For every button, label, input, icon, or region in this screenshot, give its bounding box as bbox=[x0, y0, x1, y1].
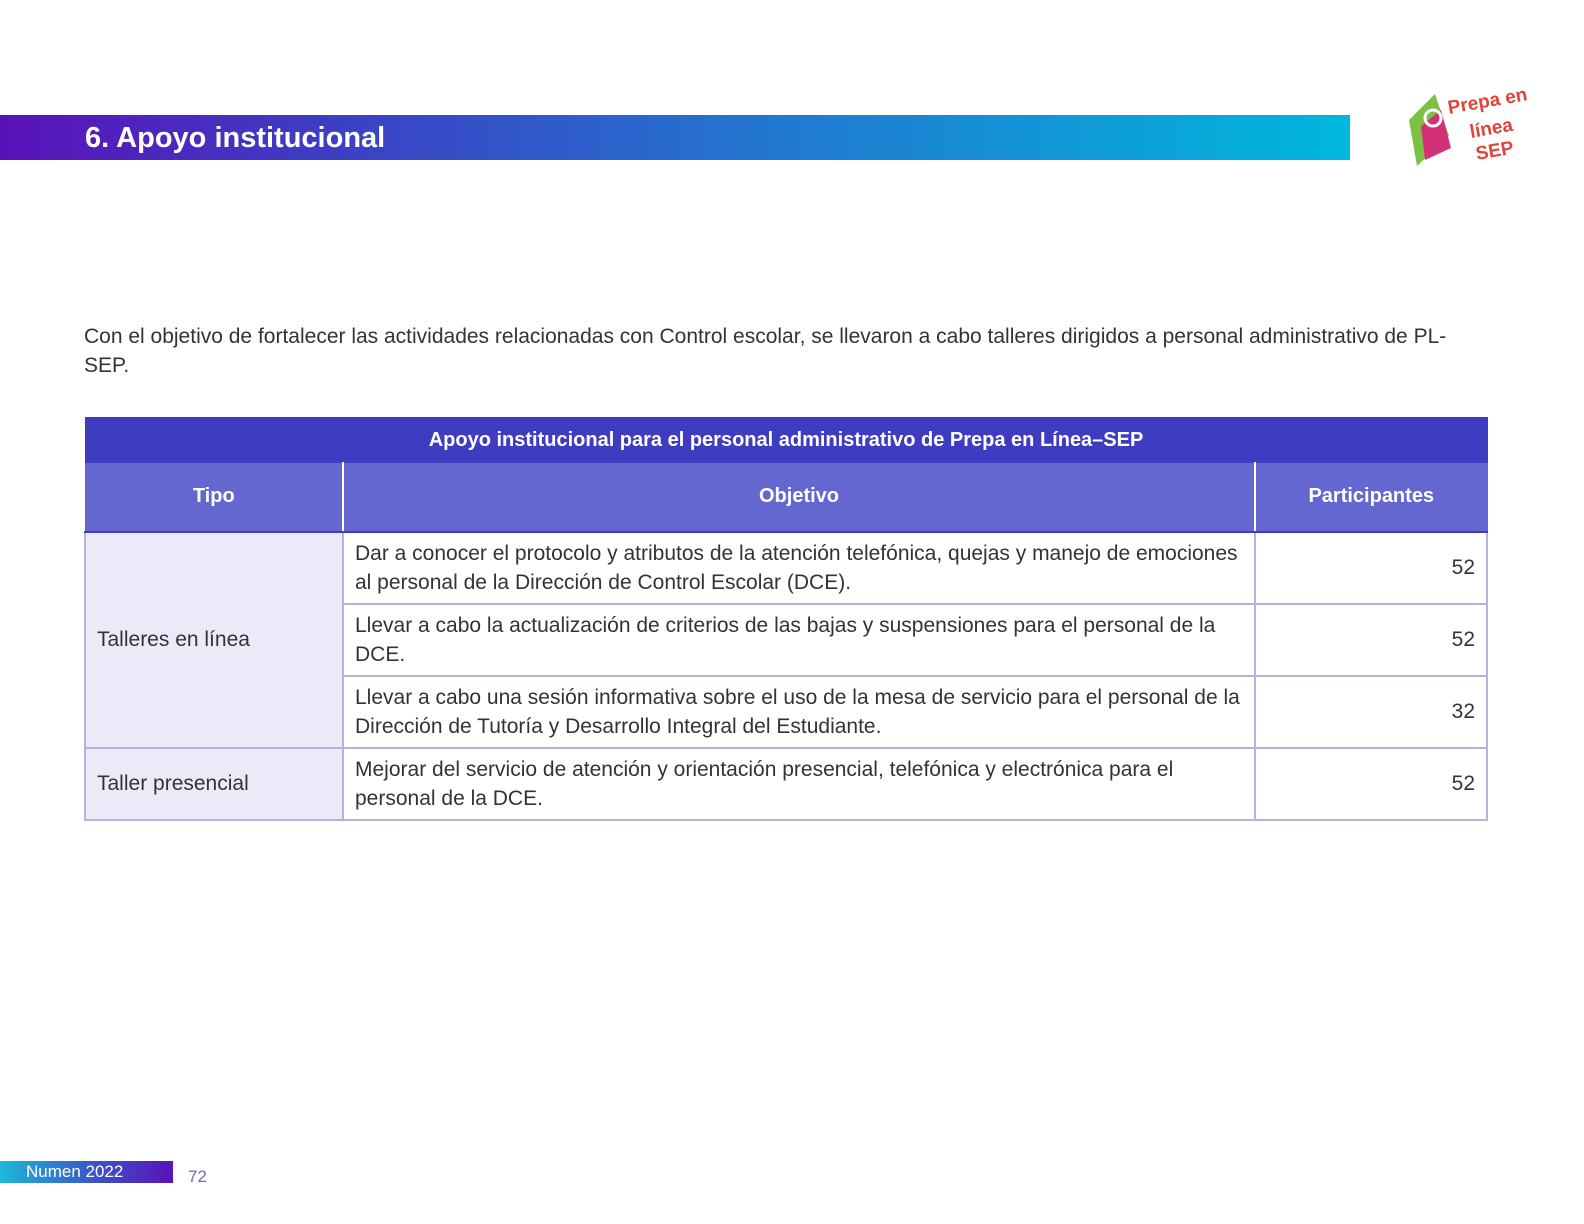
table-header-row bbox=[85, 463, 1487, 532]
objetivo-cell: Llevar a cabo una sesión informativa sobre el uso de la mesa de servicio para el personal de la Dirección de Tutoría y Desarrollo Integral del Estudiante. bbox=[343, 676, 1255, 748]
intro-paragraph: Con el objetivo de fortalecer las actividades relacionadas con Control escolar, se llevaron a cabo talleres dirigidos a personal administrativo de PL-SEP. bbox=[84, 325, 1447, 377]
tipo-cell: Taller presencial bbox=[85, 748, 343, 820]
objetivo-cell: Llevar a cabo la actualización de criterios de las bajas y suspensiones para el personal de la DCE. bbox=[343, 604, 1255, 676]
column-header-participantes: Participantes bbox=[1255, 463, 1487, 532]
logo-text-line2: línea bbox=[1468, 114, 1515, 143]
column-header-tipo: Tipo bbox=[85, 463, 343, 532]
prepa-en-linea-sep-logo bbox=[1405, 84, 1529, 170]
footer-publication: Numen 2022 bbox=[0, 1161, 173, 1183]
support-table bbox=[84, 417, 1488, 821]
table-row bbox=[85, 748, 1487, 820]
objetivo-cell: Mejorar del servicio de atención y orientación presencial, telefónica y electrónica para el personal de la DCE. bbox=[343, 748, 1255, 820]
column-header-objetivo: Objetivo bbox=[343, 463, 1255, 532]
participantes-cell: 52 bbox=[1255, 532, 1487, 604]
table-row bbox=[85, 532, 1487, 604]
table-caption: Apoyo institucional para el personal administrativo de Prepa en Línea–SEP bbox=[85, 418, 1487, 463]
participantes-cell: 52 bbox=[1255, 748, 1487, 820]
logo-text-line3: SEP bbox=[1474, 137, 1516, 165]
section-header-bar bbox=[0, 115, 1350, 160]
logo-text-line1: Prepa en bbox=[1446, 84, 1529, 119]
tipo-cell: Talleres en línea bbox=[85, 532, 343, 748]
participantes-cell: 32 bbox=[1255, 676, 1487, 748]
section-title: 6. Apoyo institucional bbox=[85, 122, 386, 154]
page-number: 72 bbox=[188, 1167, 207, 1186]
table-caption-row bbox=[85, 418, 1487, 463]
objetivo-cell: Dar a conocer el protocolo y atributos de la atención telefónica, quejas y manejo de emociones al personal de la Dirección de Control Escolar (DCE). bbox=[343, 532, 1255, 604]
participantes-cell: 52 bbox=[1255, 604, 1487, 676]
